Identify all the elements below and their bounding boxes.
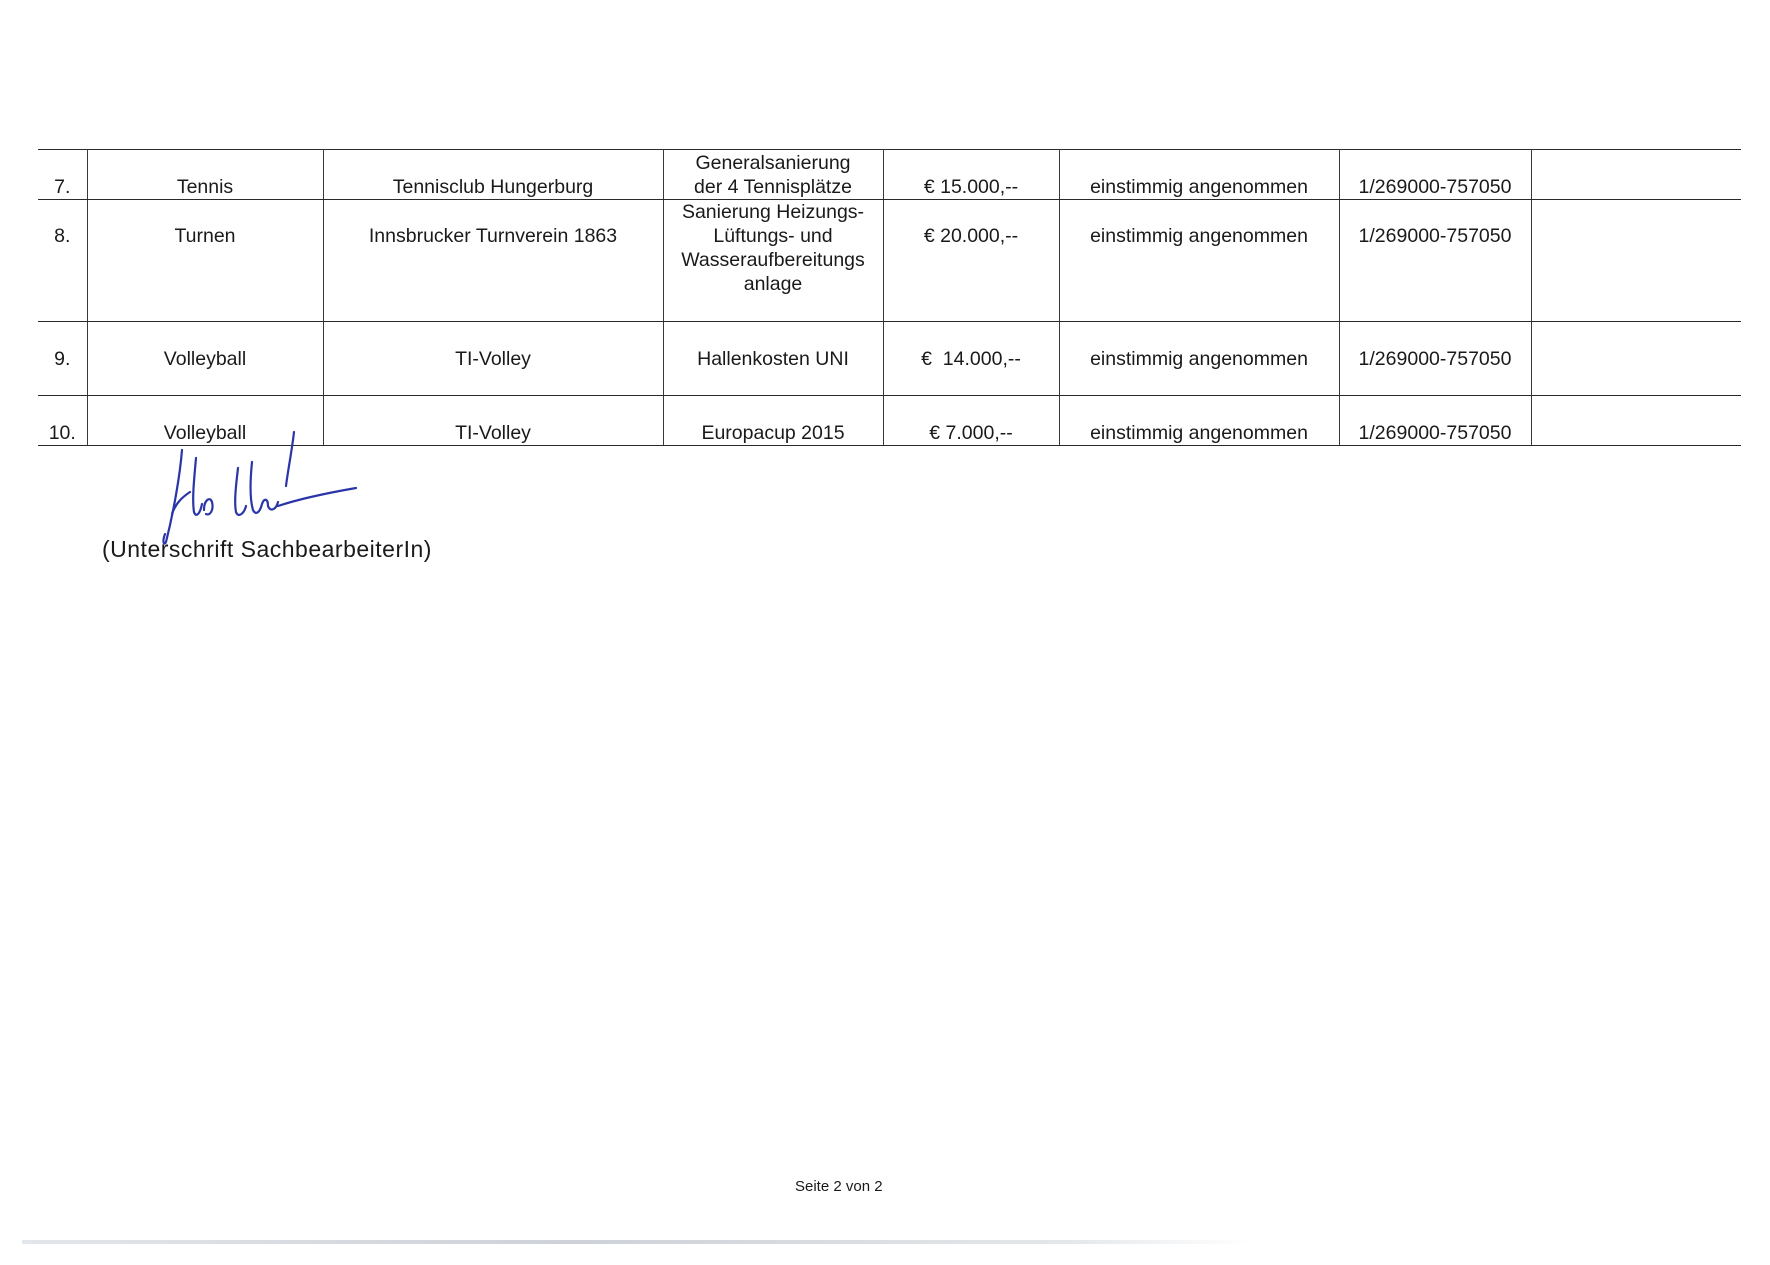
purpose-line: Lüftungs- und bbox=[713, 225, 833, 247]
purpose-line: der 4 Tennisplätze bbox=[694, 176, 852, 198]
purpose-cell bbox=[663, 396, 883, 446]
empty-cell bbox=[1531, 200, 1741, 322]
sport-cell: Turnen bbox=[87, 200, 323, 322]
purpose-line: Hallenkosten UNI bbox=[697, 347, 849, 370]
table-row bbox=[38, 322, 1741, 396]
club-cell: TI-Volley bbox=[323, 322, 663, 396]
table-row bbox=[38, 150, 1741, 200]
purpose-line: Generalsanierung bbox=[695, 152, 851, 174]
handwritten-signature bbox=[160, 430, 370, 550]
purpose-line: Sanierung Heizungs- bbox=[681, 201, 865, 223]
signature-stroke bbox=[193, 458, 202, 515]
page-number: Seite 2 von 2 bbox=[795, 1178, 883, 1195]
sport-cell: Volleyball bbox=[87, 322, 323, 396]
empty-cell bbox=[1531, 322, 1741, 396]
empty-cell bbox=[1531, 150, 1741, 200]
decision-cell: einstimmig angenommen bbox=[1059, 396, 1339, 446]
club-cell: Tennisclub Hungerburg bbox=[323, 150, 663, 200]
row-number: 8. bbox=[38, 200, 87, 322]
purpose-line: Europacup 2015 bbox=[701, 422, 845, 444]
signature-stroke bbox=[278, 488, 356, 506]
account-cell: 1/269000-757050 bbox=[1339, 150, 1531, 200]
grants-table bbox=[38, 149, 1741, 446]
signature-stroke bbox=[204, 499, 213, 514]
signature-stroke bbox=[163, 450, 182, 544]
row-number: 10. bbox=[38, 396, 87, 446]
amount-cell: € 14.000,-- bbox=[883, 322, 1059, 396]
signature-stroke bbox=[251, 462, 278, 513]
club-cell: TI-Volley bbox=[323, 396, 663, 446]
scan-edge-divider bbox=[22, 1240, 1252, 1244]
purpose-cell bbox=[663, 150, 883, 200]
sport-cell: Volleyball bbox=[87, 396, 323, 446]
account-cell: 1/269000-757050 bbox=[1339, 396, 1531, 446]
account-cell: 1/269000-757050 bbox=[1339, 322, 1531, 396]
signature-stroke bbox=[286, 432, 294, 486]
decision-cell: einstimmig angenommen bbox=[1059, 200, 1339, 322]
signature-stroke bbox=[235, 468, 246, 515]
row-number: 7. bbox=[38, 150, 87, 200]
decision-cell: einstimmig angenommen bbox=[1059, 322, 1339, 396]
purpose-cell bbox=[663, 322, 883, 396]
decision-cell: einstimmig angenommen bbox=[1059, 150, 1339, 200]
empty-cell bbox=[1531, 396, 1741, 446]
amount-cell: € 20.000,-- bbox=[883, 200, 1059, 322]
amount-cell: € 7.000,-- bbox=[883, 396, 1059, 446]
row-number: 9. bbox=[38, 322, 87, 396]
sport-cell: Tennis bbox=[87, 150, 323, 200]
account-cell: 1/269000-757050 bbox=[1339, 200, 1531, 322]
club-cell: Innsbrucker Turnverein 1863 bbox=[323, 200, 663, 322]
amount-cell: € 15.000,-- bbox=[883, 150, 1059, 200]
purpose-cell bbox=[663, 200, 883, 322]
table-row bbox=[38, 200, 1741, 322]
signature-caption: (Unterschrift SachbearbeiterIn) bbox=[102, 536, 432, 562]
purpose-line: anlage bbox=[743, 273, 803, 295]
purpose-line: Wasseraufbereitungs bbox=[681, 249, 865, 271]
